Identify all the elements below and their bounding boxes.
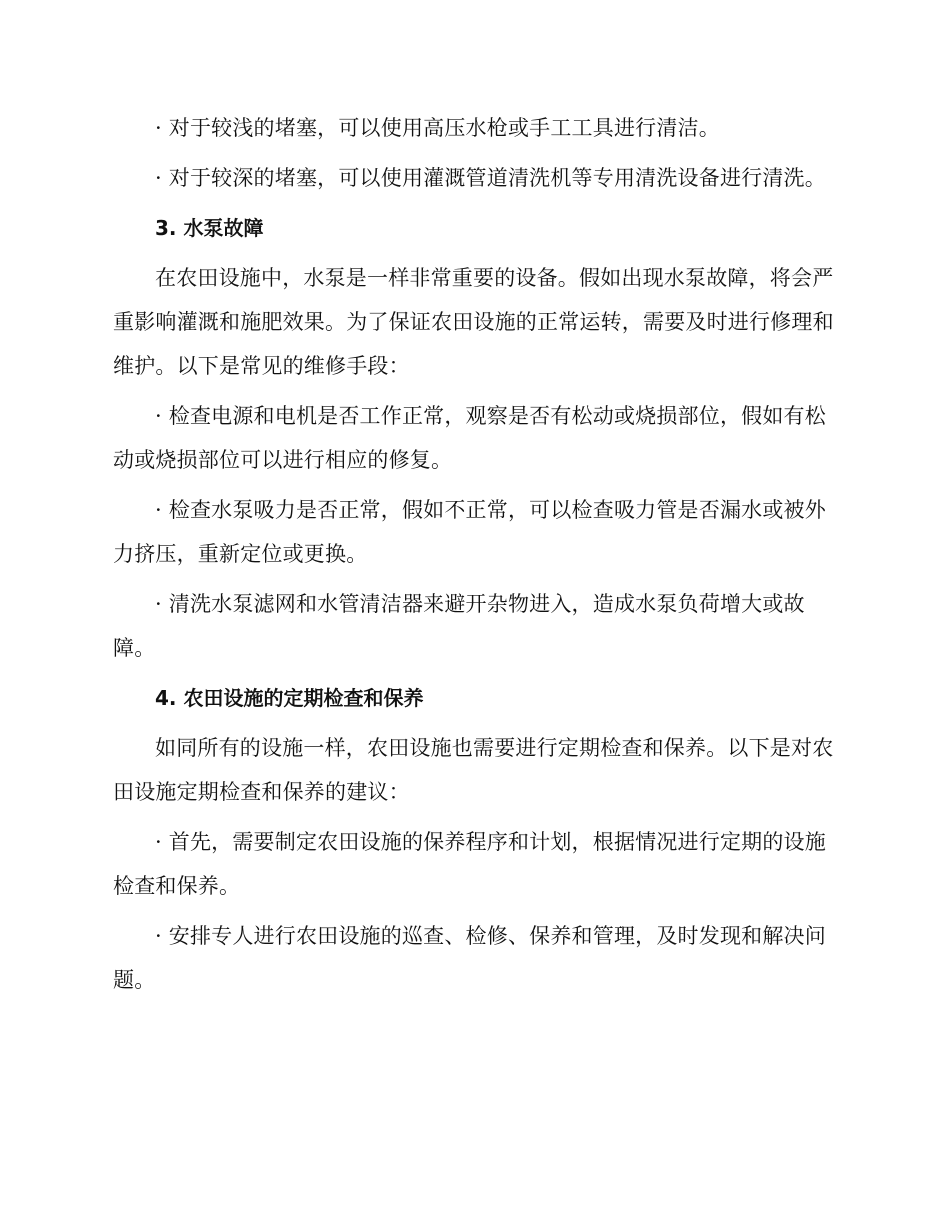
pump-intro-paragraph: 在农田设施中，水泵是一样非常重要的设备。假如出现水泵故障，将会严重影响灌溉和施肥效果。为了保证农田设施的正常运转，需要及时进行修理和维护。以下是常见的维修手段： (113, 266, 834, 378)
bullet-assign-staff: · 安排专人进行农田设施的巡查、检修、保养和管理，及时发现和解决问题。 (113, 924, 826, 992)
bullet-deep-blockage: · 对于较深的堵塞，可以使用灌溉管道清洗机等专用清洗设备进行清洗。 (155, 166, 826, 190)
document-page (113, 106, 837, 1008)
section-3-heading: 3. 水泵故障 (155, 216, 264, 240)
maintenance-intro-paragraph: 如同所有的设施一样，农田设施也需要进行定期检查和保养。以下是对农田设施定期检查和保养的建议： (113, 736, 834, 804)
bullet-clean-filter: · 清洗水泵滤网和水管清洁器来避开杂物进入，造成水泵负荷增大或故障。 (113, 592, 805, 660)
bullet-make-plan: · 首先，需要制定农田设施的保养程序和计划，根据情况进行定期的设施检查和保养。 (113, 830, 826, 898)
bullet-shallow-blockage: · 对于较浅的堵塞，可以使用高压水枪或手工工具进行清洁。 (155, 116, 720, 140)
bullet-check-suction: · 检查水泵吸力是否正常，假如不正常，可以检查吸力管是否漏水或被外力挤压，重新定位或更换。 (113, 498, 826, 566)
section-4-heading: 4. 农田设施的定期检查和保养 (155, 686, 424, 710)
bullet-check-power-motor: · 检查电源和电机是否工作正常，观察是否有松动或烧损部位，假如有松动或烧损部位可以进行相应的修复。 (113, 404, 826, 472)
